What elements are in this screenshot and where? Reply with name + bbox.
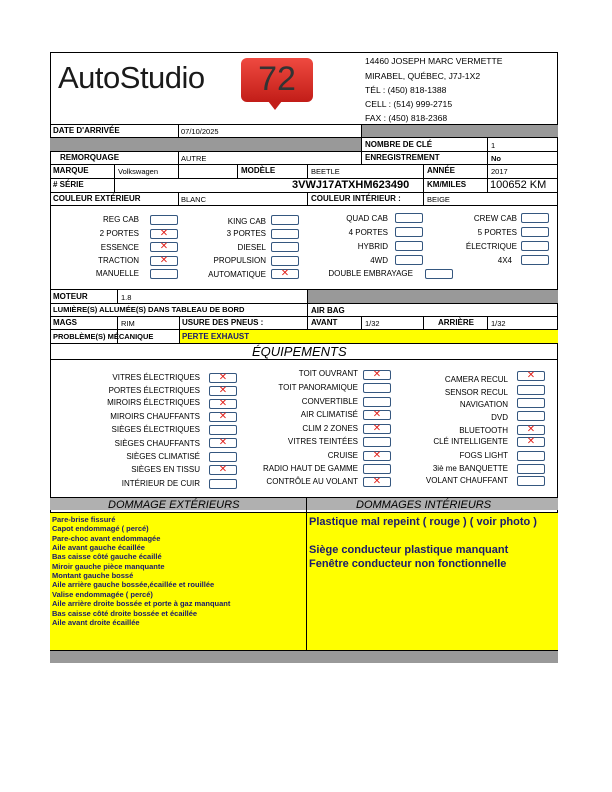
gray-band bbox=[307, 290, 558, 303]
checkbox-mark: ✕ bbox=[159, 228, 169, 239]
motor-value: 1.8 bbox=[121, 293, 132, 302]
option-checkbox-electrique[interactable] bbox=[521, 241, 549, 251]
equipment-checkbox-dvd[interactable] bbox=[517, 411, 545, 421]
equipment-checkbox-volant-chauffant[interactable] bbox=[517, 476, 545, 486]
option-checkbox-propulsion[interactable] bbox=[271, 256, 299, 266]
km-label: KM/MILES bbox=[427, 180, 467, 189]
exterior-damage-item: Miroir gauche pièce manquante bbox=[52, 562, 165, 571]
equipment-label: FOGS LIGHT bbox=[459, 451, 508, 460]
equipment-checkbox-cle-intelligente[interactable] bbox=[517, 437, 545, 447]
checkbox-mark: ✕ bbox=[218, 437, 228, 448]
checkbox-mark: ✕ bbox=[372, 409, 382, 420]
equipment-label: RADIO HAUT DE GAMME bbox=[263, 464, 358, 473]
equipment-checkbox-3ieme-banquette[interactable] bbox=[517, 464, 545, 474]
option-label: DIESEL bbox=[237, 243, 266, 252]
model-value: BEETLE bbox=[311, 167, 340, 176]
equipment-checkbox-controle-au-volant[interactable] bbox=[363, 477, 391, 487]
exterior-damage-item: Valise endommagée ( percé) bbox=[52, 590, 153, 599]
serial-label: # SÉRIE bbox=[53, 180, 84, 189]
mags-value: RIM bbox=[121, 319, 135, 328]
airbag-label: AIR BAG bbox=[311, 306, 345, 315]
checkbox-mark: ✕ bbox=[218, 372, 228, 383]
option-label: KING CAB bbox=[227, 217, 266, 226]
checkbox-mark: ✕ bbox=[372, 423, 382, 434]
option-label: ESSENCE bbox=[100, 243, 139, 252]
equipment-checkbox-convertible[interactable] bbox=[363, 397, 391, 407]
option-checkbox-quad-cab[interactable] bbox=[395, 213, 423, 223]
mech-problem-value: PERTE EXHAUST bbox=[182, 332, 250, 341]
checkbox-mark: ✕ bbox=[218, 385, 228, 396]
option-checkbox-4wd[interactable] bbox=[395, 255, 423, 265]
option-label: QUAD CAB bbox=[346, 214, 388, 223]
exterior-damage-item: Aile avant droite écaillée bbox=[52, 618, 140, 627]
equipment-label: BLUETOOTH bbox=[459, 426, 508, 435]
towing-value: AUTRE bbox=[181, 154, 207, 163]
option-checkbox-5-portes[interactable] bbox=[521, 227, 549, 237]
tire-wear-label: USURE DES PNEUS : bbox=[182, 318, 264, 327]
equipment-label: PORTES ÉLECTRIQUES bbox=[108, 386, 200, 395]
equipment-checkbox-camera-recul[interactable] bbox=[517, 371, 545, 381]
option-checkbox-king-cab[interactable] bbox=[271, 215, 299, 225]
towing-label: REMORQUAGE bbox=[60, 153, 120, 162]
gray-band bbox=[361, 125, 558, 137]
address-line-1: 14460 JOSEPH MARC VERMETTE bbox=[365, 56, 503, 66]
equipment-label: TOIT OUVRANT bbox=[298, 369, 358, 378]
option-checkbox-double-embrayage[interactable] bbox=[425, 269, 453, 279]
checkbox-mark: ✕ bbox=[159, 241, 169, 252]
logo-wordmark: AutoStudio bbox=[58, 60, 205, 95]
equipment-label: SIÈGES ÉLECTRIQUES bbox=[111, 425, 200, 434]
model-label: MODÈLE bbox=[241, 166, 276, 175]
year-value: 2017 bbox=[491, 167, 508, 176]
option-label: HYBRID bbox=[357, 242, 388, 251]
mags-label: MAGS bbox=[53, 318, 77, 327]
equipment-checkbox-air-climatise[interactable] bbox=[363, 410, 391, 420]
option-label: 4WD bbox=[370, 256, 388, 265]
dashboard-lights-label: LUMIÈRE(S) ALLUMÉE(S) DANS TABLEAU DE BORD bbox=[53, 305, 245, 314]
int-color-value: BEIGE bbox=[427, 195, 450, 204]
front-tire-value: 1/32 bbox=[365, 319, 380, 328]
exterior-damage-item: Pare-choc avant endommagée bbox=[52, 534, 161, 543]
equipment-label: CONVERTIBLE bbox=[301, 397, 358, 406]
equipment-label: CONTRÔLE AU VOLANT bbox=[266, 477, 358, 486]
fax-number: FAX : (450) 818-2368 bbox=[365, 113, 448, 123]
option-checkbox-automatique[interactable] bbox=[271, 269, 299, 279]
serial-value: 3VWJ17ATXHM623490 bbox=[292, 179, 410, 191]
option-label: TRACTION bbox=[98, 256, 139, 265]
option-label: PROPULSION bbox=[213, 256, 266, 265]
int-color-label: COULEUR INTÉRIEUR : bbox=[311, 194, 401, 203]
equipment-checkbox-sieges-chauffants[interactable] bbox=[209, 438, 237, 448]
km-value: 100652 KM bbox=[490, 179, 547, 191]
option-checkbox-essence[interactable] bbox=[150, 242, 178, 252]
equipment-checkbox-sieges-climatise[interactable] bbox=[209, 452, 237, 462]
option-checkbox-manuelle[interactable] bbox=[150, 269, 178, 279]
equipment-label: MIROIRS ÉLECTRIQUES bbox=[107, 398, 200, 407]
equipment-checkbox-portes-electriques[interactable] bbox=[209, 386, 237, 396]
equipment-checkbox-toit-panoramique[interactable] bbox=[363, 383, 391, 393]
equipment-checkbox-toit-ouvrant[interactable] bbox=[363, 370, 391, 380]
option-checkbox-2-portes[interactable] bbox=[150, 229, 178, 239]
equipment-label: MIROIRS CHAUFFANTS bbox=[110, 412, 200, 421]
checkbox-mark: ✕ bbox=[159, 255, 169, 266]
checkbox-mark: ✕ bbox=[218, 411, 228, 422]
equipment-checkbox-interieur-de-cuir[interactable] bbox=[209, 479, 237, 489]
cell-number: CELL : (514) 999-2715 bbox=[365, 99, 453, 109]
equipment-label: SIÈGES CHAUFFANTS bbox=[114, 439, 200, 448]
equipment-checkbox-navigation[interactable] bbox=[517, 398, 545, 408]
equipment-checkbox-sieges-electriques[interactable] bbox=[209, 425, 237, 435]
equipment-label: VITRES ÉLECTRIQUES bbox=[112, 373, 200, 382]
year-label: ANNÉE bbox=[427, 166, 456, 175]
rear-tire-value: 1/32 bbox=[491, 319, 506, 328]
interior-damage-item: Plastique mal repeint ( rouge ) ( voir photo ) bbox=[309, 516, 537, 528]
motor-label: MOTEUR bbox=[53, 292, 88, 301]
exterior-damage-item: Pare-brise fissuré bbox=[52, 515, 116, 524]
option-label: 4X4 bbox=[497, 256, 512, 265]
exterior-damage-item: Capot endommagé ( percé) bbox=[52, 524, 149, 533]
make-value: Volkswagen bbox=[118, 167, 159, 176]
ext-color-label: COULEUR EXTÉRIEUR bbox=[53, 194, 141, 203]
equipment-checkbox-sieges-en-tissu[interactable] bbox=[209, 465, 237, 475]
checkbox-mark: ✕ bbox=[372, 369, 382, 380]
option-checkbox-3-portes[interactable] bbox=[271, 229, 299, 239]
exterior-damage-item: Aile arrière gauche bossée,écaillée et rouillée bbox=[52, 580, 215, 589]
address-line-2: MIRABEL, QUÉBEC, J7J-1X2 bbox=[365, 71, 481, 81]
option-label: 3 PORTES bbox=[226, 229, 266, 238]
equipment-label: TOIT PANORAMIQUE bbox=[278, 383, 358, 392]
equipment-checkbox-vitres-electriques[interactable] bbox=[209, 373, 237, 383]
option-checkbox-4x4[interactable] bbox=[521, 255, 549, 265]
option-label: CREW CAB bbox=[473, 214, 517, 223]
equipment-label: SIÈGES EN TISSU bbox=[131, 465, 200, 474]
checkbox-mark: ✕ bbox=[372, 476, 382, 487]
equipment-title: ÉQUIPEMENTS bbox=[252, 344, 347, 359]
equipment-checkbox-cruise[interactable] bbox=[363, 451, 391, 461]
exterior-damage-title: DOMMAGE EXTÉRIEURS bbox=[108, 499, 240, 511]
interior-damage-area bbox=[307, 513, 558, 650]
equipment-checkbox-fogs-light[interactable] bbox=[517, 451, 545, 461]
equipment-label: DVD bbox=[491, 413, 508, 422]
option-label: 2 PORTES bbox=[99, 229, 139, 238]
equipment-checkbox-vitres-teintees[interactable] bbox=[363, 437, 391, 447]
equipment-checkbox-clim-2-zones[interactable] bbox=[363, 424, 391, 434]
front-tire-label: AVANT bbox=[311, 318, 338, 327]
option-label: 5 PORTES bbox=[477, 228, 517, 237]
option-label: REG CAB bbox=[102, 215, 139, 224]
exterior-damage-item: Montant gauche bossé bbox=[52, 571, 134, 580]
checkbox-mark: ✕ bbox=[372, 450, 382, 461]
checkbox-mark: ✕ bbox=[218, 398, 228, 409]
equipment-checkbox-radio-haut-de-gamme[interactable] bbox=[363, 464, 391, 474]
equipment-label: CAMERA RECUL bbox=[444, 375, 508, 384]
option-label: AUTOMATIQUE bbox=[208, 270, 266, 279]
exterior-damage-item: Aile arrière droite bossée et porte à gaz manquant bbox=[52, 599, 231, 608]
keys-label: NOMBRE DE CLÉ bbox=[365, 140, 433, 149]
checkbox-mark: ✕ bbox=[526, 370, 536, 381]
equipment-label: 3iè me BANQUETTE bbox=[432, 464, 508, 473]
arrival-date-value: 07/10/2025 bbox=[181, 127, 219, 136]
option-checkbox-reg-cab[interactable] bbox=[150, 215, 178, 225]
interior-damage-item: Siège conducteur plastique manquant bbox=[309, 544, 509, 556]
checkbox-mark: ✕ bbox=[280, 268, 290, 279]
registration-label: ENREGISTREMENT bbox=[365, 153, 440, 162]
rear-tire-label: ARRIÈRE bbox=[438, 318, 475, 327]
option-label: 4 PORTES bbox=[348, 228, 388, 237]
equipment-checkbox-miroirs-chauffants[interactable] bbox=[209, 412, 237, 422]
option-label: ÉLECTRIQUE bbox=[465, 242, 517, 251]
equipment-label: CLÉ INTELLIGENTE bbox=[433, 437, 508, 446]
interior-damage-title: DOMMAGES INTÉRIEURS bbox=[356, 499, 492, 511]
gray-band bbox=[50, 138, 362, 151]
gray-band bbox=[50, 650, 558, 663]
equipment-checkbox-miroirs-electriques[interactable] bbox=[209, 399, 237, 409]
equipment-label: SIÈGES CLIMATISÉ bbox=[126, 452, 200, 461]
checkbox-mark: ✕ bbox=[526, 424, 536, 435]
option-checkbox-diesel[interactable] bbox=[271, 242, 299, 252]
registration-value: No bbox=[491, 154, 501, 163]
equipment-label: CLIM 2 ZONES bbox=[302, 424, 358, 433]
equipment-checkbox-sensor-recul[interactable] bbox=[517, 385, 545, 395]
make-label: MARQUE bbox=[53, 166, 89, 175]
exterior-damage-item: Bas caisse côté gauche écaillé bbox=[52, 552, 162, 561]
equipment-label: NAVIGATION bbox=[459, 400, 508, 409]
equipment-label: CRUISE bbox=[327, 451, 358, 460]
equipment-checkbox-bluetooth[interactable] bbox=[517, 425, 545, 435]
checkbox-mark: ✕ bbox=[526, 436, 536, 447]
option-checkbox-crew-cab[interactable] bbox=[521, 213, 549, 223]
exterior-damage-item: Aile avant gauche écaillée bbox=[52, 543, 145, 552]
equipment-label: SENSOR RECUL bbox=[444, 388, 508, 397]
equipment-label: INTÉRIEUR DE CUIR bbox=[121, 479, 200, 488]
equipment-label: VOLANT CHAUFFANT bbox=[425, 476, 508, 485]
option-checkbox-hybrid[interactable] bbox=[395, 241, 423, 251]
keys-value: 1 bbox=[491, 141, 496, 150]
logo-badge-number: 72 bbox=[258, 60, 296, 98]
checkbox-mark: ✕ bbox=[218, 464, 228, 475]
exterior-damage-item: Bas caisse côté droite bossée et écaillée bbox=[52, 609, 198, 618]
arrival-date-label: DATE D'ARRIVÉE bbox=[53, 126, 120, 135]
mech-problem-label: PROBLÈME(S) MÉCANIQUE bbox=[53, 332, 154, 341]
phone-number: TÉL : (450) 818-1388 bbox=[365, 85, 447, 95]
ext-color-value: BLANC bbox=[181, 195, 207, 204]
option-label: DOUBLE EMBRAYAGE bbox=[328, 269, 413, 278]
option-label: MANUELLE bbox=[95, 269, 139, 278]
option-checkbox-traction[interactable] bbox=[150, 256, 178, 266]
equipment-label: VITRES TEINTÉES bbox=[287, 437, 358, 446]
interior-damage-item: Fenêtre conducteur non fonctionnelle bbox=[309, 558, 507, 570]
equipment-label: AIR CLIMATISÉ bbox=[300, 410, 358, 419]
option-checkbox-4-portes[interactable] bbox=[395, 227, 423, 237]
